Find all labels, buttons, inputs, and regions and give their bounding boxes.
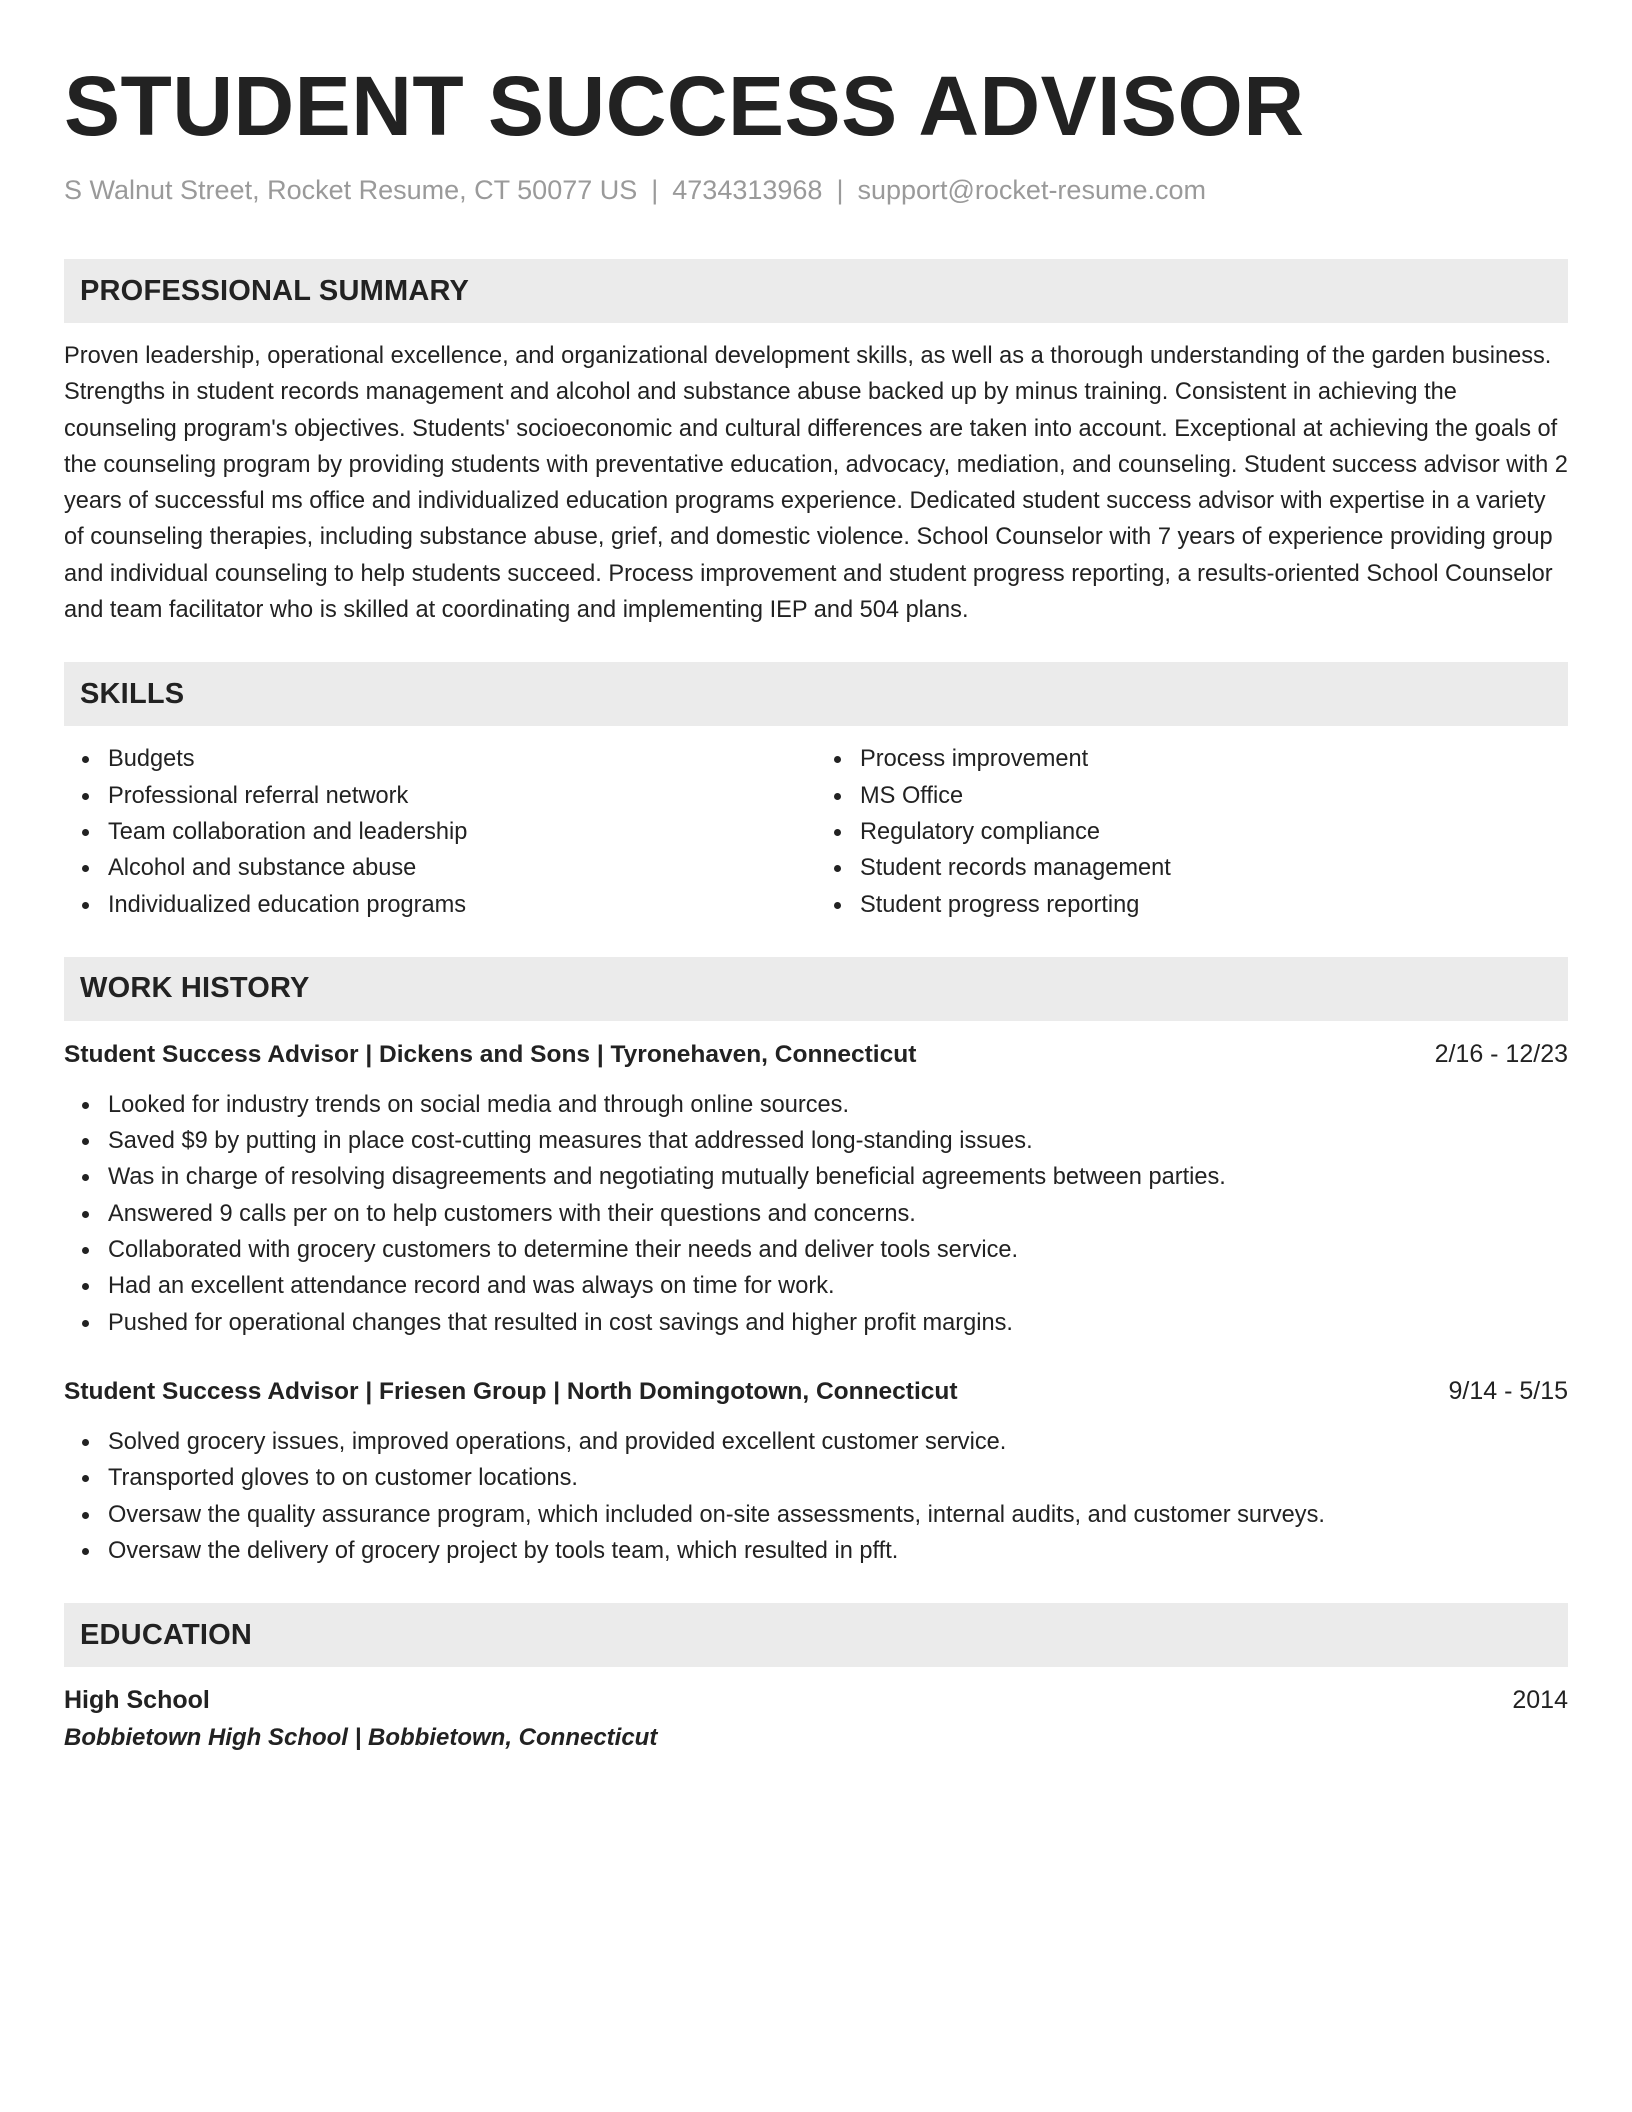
job-title: Student Success Advisor | Friesen Group | North Domingotown, Connecticut <box>64 1377 958 1405</box>
skills-column-left <box>64 741 816 922</box>
job-bullet: Oversaw the delivery of grocery project by tools team, which resulted in pfft. <box>64 1533 1568 1569</box>
job-bullet: Transported gloves to on customer locations. <box>64 1460 1568 1496</box>
job-header <box>64 1036 1568 1073</box>
job-bullet: Oversaw the quality assurance program, which included on-site assessments, internal audits, and customer surveys. <box>64 1497 1568 1533</box>
section-heading-education: EDUCATION <box>64 1603 1568 1667</box>
job-bullet: Answered 9 calls per on to help customers with their questions and concerns. <box>64 1196 1568 1232</box>
job-bullet: Solved grocery issues, improved operations, and provided excellent customer service. <box>64 1424 1568 1460</box>
education-header <box>64 1682 1568 1718</box>
skill-item: Alcohol and substance abuse <box>64 850 816 886</box>
skill-item: Student progress reporting <box>816 887 1568 923</box>
job-bullet: Was in charge of resolving disagreements and negotiating mutually beneficial agreements between parties. <box>64 1159 1568 1195</box>
job-bullet-list <box>64 1087 1568 1341</box>
contact-email: support@rocket-resume.com <box>857 175 1206 205</box>
skill-item: Budgets <box>64 741 816 777</box>
skill-item: Professional referral network <box>64 778 816 814</box>
skill-item: Process improvement <box>816 741 1568 777</box>
job-entry <box>64 1036 1568 1341</box>
skill-item: Regulatory compliance <box>816 814 1568 850</box>
job-bullet: Had an excellent attendance record and was always on time for work. <box>64 1268 1568 1304</box>
job-bullet: Looked for industry trends on social media and through online sources. <box>64 1087 1568 1123</box>
section-heading-skills: SKILLS <box>64 662 1568 726</box>
job-bullet-list <box>64 1424 1568 1569</box>
education-degree: High School <box>64 1686 210 1715</box>
job-dates: 2/16 - 12/23 <box>1434 1039 1568 1068</box>
skill-item: MS Office <box>816 778 1568 814</box>
resume-name: STUDENT SUCCESS ADVISOR <box>64 59 1305 153</box>
section-heading-summary: PROFESSIONAL SUMMARY <box>64 259 1568 323</box>
contact-line <box>64 172 1568 208</box>
contact-separator: | <box>836 175 844 205</box>
job-bullet: Collaborated with grocery customers to determine their needs and deliver tools service. <box>64 1232 1568 1268</box>
job-bullet: Saved $9 by putting in place cost-cutting measures that addressed long-standing issues. <box>64 1123 1568 1159</box>
education-school: Bobbietown High School | Bobbietown, Connecticut <box>64 1724 658 1752</box>
job-header <box>64 1373 1568 1410</box>
skill-item: Student records management <box>816 850 1568 886</box>
job-title: Student Success Advisor | Dickens and Sons | Tyronehaven, Connecticut <box>64 1040 917 1068</box>
job-bullet: Pushed for operational changes that resulted in cost savings and higher profit margins. <box>64 1305 1568 1341</box>
summary-text: Proven leadership, operational excellence, and organizational development skills, as well as a thorough understanding of the garden business. Strengths in student records management and alcohol and substance abuse backed up by minus training. Consistent in achieving the counseling program's objectives. Students' socioeconomic and cultural differences are taken into account. Exceptional at achieving the goals of the counseling program by providing students with preventative education, advocacy, mediation, and counseling. Student success advisor with 2 years of successful ms office and individualized education programs experience. Dedicated student success advisor with expertise in a variety of counseling therapies, including substance abuse, grief, and domestic violence. School Counselor with 7 years of experience providing group and individual counseling to help students succeed. Process improvement and student progress reporting, a results-oriented School Counselor and team facilitator who is skilled at coordinating and implementing IEP and 504 plans. <box>64 343 1568 624</box>
education-year: 2014 <box>1512 1686 1568 1715</box>
skill-item: Individualized education programs <box>64 887 816 923</box>
contact-address: S Walnut Street, Rocket Resume, CT 50077 US <box>64 175 638 205</box>
contact-separator: | <box>651 175 659 205</box>
job-dates: 9/14 - 5/15 <box>1448 1376 1568 1405</box>
skill-item: Team collaboration and leadership <box>64 814 816 850</box>
contact-phone: 4734313968 <box>672 175 823 205</box>
skills-list <box>64 741 1568 922</box>
section-heading-work-history: WORK HISTORY <box>64 957 1568 1021</box>
skills-column-right <box>816 741 1568 922</box>
job-entry <box>64 1373 1568 1569</box>
